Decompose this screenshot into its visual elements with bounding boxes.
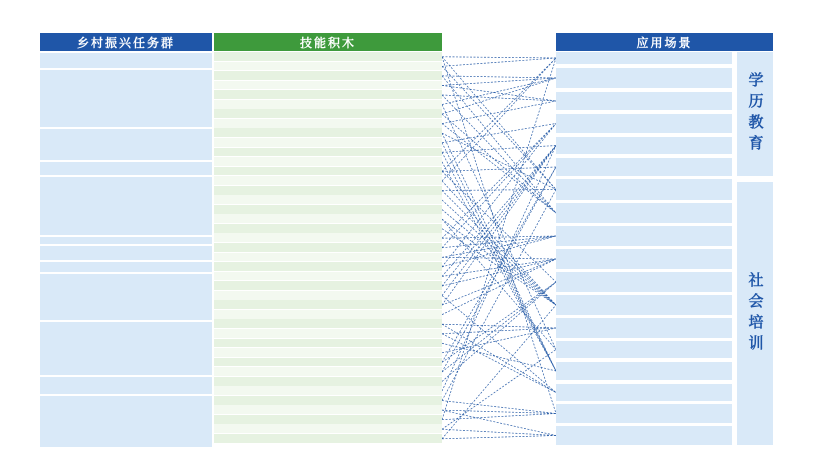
task-item [40, 396, 212, 447]
app-item [556, 404, 732, 423]
connection-line [442, 124, 556, 267]
task-item [40, 237, 212, 244]
app-item [556, 295, 732, 315]
connection-line [442, 305, 556, 439]
skill-item [214, 205, 442, 214]
connection-line [442, 190, 556, 191]
task-item [40, 53, 212, 68]
apps-header: 应用场景 [556, 33, 773, 51]
connection-line [442, 296, 556, 393]
skill-item [214, 339, 442, 348]
app-item [556, 226, 732, 246]
connection-line [442, 114, 556, 213]
connection-line [442, 76, 556, 213]
group-label-text: 学历教育 [746, 72, 765, 156]
skill-item [214, 71, 442, 80]
app-item [556, 341, 732, 358]
connection-line [442, 328, 556, 353]
connection-line [442, 85, 556, 101]
connection-line [442, 324, 556, 328]
connection-line [442, 124, 556, 248]
app-item [556, 137, 732, 154]
skill-item [214, 186, 442, 195]
skill-item [214, 367, 442, 376]
skill-item [214, 253, 442, 262]
connection-line [442, 190, 556, 401]
app-item [556, 114, 732, 133]
skill-item [214, 377, 442, 386]
skill-item [214, 224, 442, 233]
task-item [40, 322, 212, 375]
skill-item [214, 119, 442, 128]
skill-item [214, 424, 442, 433]
skill-item [214, 81, 442, 90]
connection-line [442, 167, 556, 372]
connection-line [442, 436, 556, 439]
task-item [40, 177, 212, 235]
connection-line [442, 66, 556, 189]
connection-line [442, 105, 556, 350]
skill-item [214, 157, 442, 166]
skill-item [214, 291, 442, 300]
app-item [556, 92, 732, 110]
skill-item [214, 148, 442, 157]
group-label [737, 182, 773, 445]
skill-item [214, 300, 442, 309]
skill-item [214, 396, 442, 405]
connection-line [442, 162, 556, 371]
skill-item [214, 214, 442, 223]
skill-item [214, 405, 442, 414]
skill-item [214, 434, 442, 443]
app-item [556, 68, 732, 88]
skill-item [214, 176, 442, 185]
app-item [556, 203, 732, 223]
app-item [556, 272, 732, 292]
app-item [556, 362, 732, 380]
connection-line [442, 57, 556, 58]
connection-line [442, 410, 556, 413]
skill-item [214, 90, 442, 99]
app-item [556, 52, 732, 64]
skill-item [214, 358, 442, 367]
skill-item [214, 138, 442, 147]
app-item [556, 179, 732, 200]
skill-item [214, 262, 442, 271]
skill-item [214, 281, 442, 290]
connection-line [442, 167, 556, 362]
skill-item [214, 128, 442, 137]
connection-line [442, 200, 556, 305]
skill-item [214, 243, 442, 252]
skill-item [214, 348, 442, 357]
connection-line [442, 57, 556, 414]
skill-item [214, 62, 442, 71]
app-item [556, 249, 732, 269]
connection-line [442, 190, 556, 305]
connection-line [442, 334, 556, 393]
app-item [556, 158, 732, 176]
skill-item [214, 415, 442, 424]
connection-line [442, 350, 556, 430]
connection-line [442, 146, 556, 153]
app-item [556, 384, 732, 401]
connection-line [442, 146, 556, 392]
skill-item [214, 233, 442, 242]
task-item [40, 70, 212, 127]
app-item [556, 426, 732, 445]
group-label [737, 52, 773, 176]
connection-line [442, 410, 556, 435]
skill-item [214, 52, 442, 61]
tasks-header: 乡村振兴任务群 [40, 33, 212, 51]
connection-line [442, 58, 556, 66]
connection-line [442, 124, 556, 143]
skill-item [214, 272, 442, 281]
task-item [40, 274, 212, 320]
skill-item [214, 109, 442, 118]
skill-item [214, 100, 442, 109]
skill-item [214, 195, 442, 204]
task-item [40, 262, 212, 272]
task-item [40, 246, 212, 260]
skills-header: 技能积木 [214, 33, 442, 51]
connection-line [442, 282, 556, 362]
task-item [40, 377, 212, 394]
group-label-text: 社会培训 [746, 271, 765, 356]
app-item [556, 318, 732, 338]
task-item [40, 129, 212, 160]
skill-item [214, 310, 442, 319]
skill-item [214, 329, 442, 338]
task-item [40, 162, 212, 175]
skill-item [214, 167, 442, 176]
connection-line [442, 429, 556, 435]
skill-item [214, 386, 442, 395]
skill-item [214, 319, 442, 328]
connection-line [442, 328, 556, 334]
